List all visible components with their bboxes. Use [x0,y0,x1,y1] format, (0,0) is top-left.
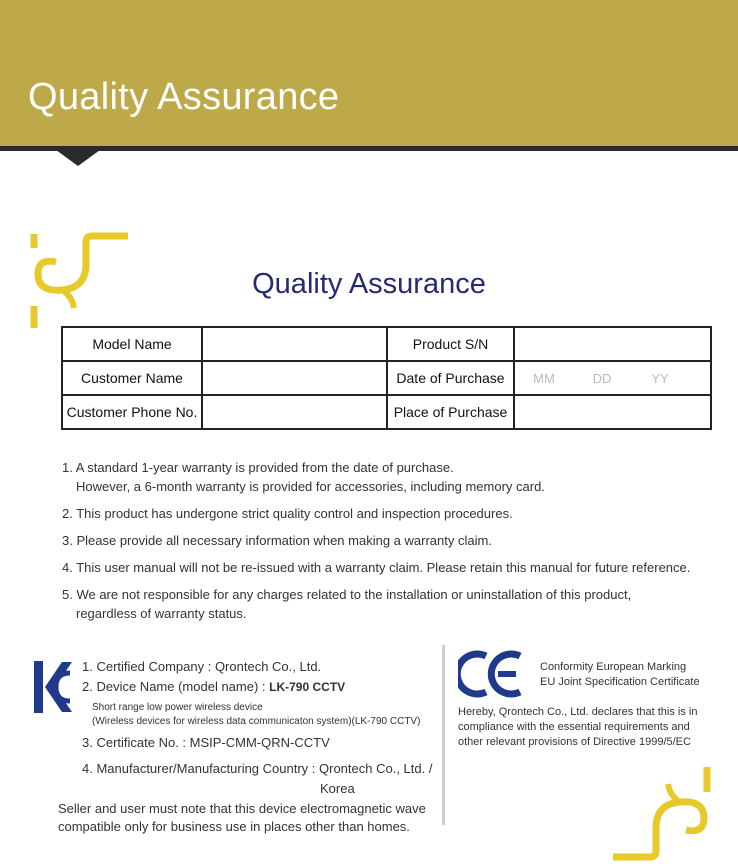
warranty-notes [62,458,722,631]
list-item: 5. We are not responsible for any charges related to the installation or uninstallation of this product, regardless of warranty status. [62,587,632,621]
registration-table [61,326,712,430]
date-of-purchase-label: Date of Purchase [387,361,514,395]
model-name-field[interactable] [202,327,387,361]
table-row [62,361,711,395]
banner-notch [56,150,100,166]
customer-name-label: Customer Name [62,361,202,395]
table-row [62,395,711,429]
corner-ornament-bottom-right-icon [608,762,713,864]
product-sn-label: Product S/N [387,327,514,361]
list-item: 4. This user manual will not be re-issued with a warranty claim. Please retain this manual for future reference. [62,560,691,575]
seller-notice: Seller and user must note that this device electromagnetic wave compatible only for business use in places other than homes. [58,801,426,834]
section-divider [442,645,445,825]
model-name-label: Model Name [62,327,202,361]
banner-title: Quality Assurance [28,76,340,118]
customer-name-field[interactable] [202,361,387,395]
year-placeholder: YY [651,370,669,386]
list-item: 2. This product has undergone strict quality control and inspection procedures. [62,506,513,521]
banner-underline [0,146,738,151]
card-title: Quality Assurance [252,268,486,300]
list-item: 1. A standard 1-year warranty is provided from the date of purchase. However, a 6-month warranty is provided for accessories, including memory card. [62,460,545,494]
month-placeholder: MM [533,370,555,386]
header-banner [0,0,738,146]
date-of-purchase-field[interactable] [514,361,711,395]
customer-phone-field[interactable] [202,395,387,429]
ce-mark-icon [458,650,524,698]
place-of-purchase-field[interactable] [514,395,711,429]
kc-certification-info: 1. Certified Company : Qrontech Co., Ltd. 2. Device Name (model name) : LK-790 CCTV Short range low power wireless device (Wireless devices for wireless data communicaton system)(LK-790 CCTV) 3. Certificate No. : MSIP-CMM-QRN-CCTV 4. Manufacturer/Manufacturing Country : Qrontech Co., Ltd. / Korea [82,659,433,796]
list-item: 3. Please provide all necessary information when making a warranty claim. [62,533,492,548]
ce-labels: Conformity European Marking EU Joint Specification Certificate [540,661,700,688]
place-of-purchase-label: Place of Purchase [387,395,514,429]
product-sn-field[interactable] [514,327,711,361]
day-placeholder: DD [592,370,612,386]
kc-mark-icon [32,659,74,715]
ce-declaration: Hereby, Qrontech Co., Ltd. declares that this is in compliance with the essential requirements and other relevant provisions of Directive 1999/5/EC [458,706,698,748]
customer-phone-label: Customer Phone No. [62,395,202,429]
table-row [62,327,711,361]
